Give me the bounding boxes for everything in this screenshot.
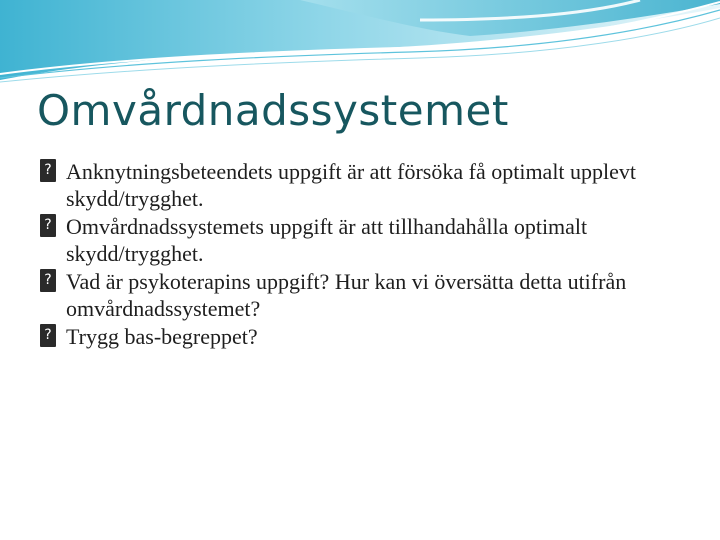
bullet-item xyxy=(40,323,680,350)
slide-title: Omvårdnadssystemet xyxy=(37,86,509,135)
bullet-item xyxy=(40,213,680,267)
bullet-glyph-icon: ? xyxy=(40,269,56,292)
bullet-list xyxy=(40,158,680,351)
bullet-text: Omvårdnadssystemets uppgift är att tillhandahålla optimalt skydd/trygghet. xyxy=(66,214,588,266)
bullet-text: Anknytningsbeteendets uppgift är att försöka få optimalt upplevt skydd/trygghet. xyxy=(66,159,637,211)
bullet-text: Trygg bas-begreppet? xyxy=(66,324,258,349)
bullet-glyph-icon: ? xyxy=(40,159,56,182)
bullet-item xyxy=(40,158,680,212)
header-wave-decoration xyxy=(0,0,720,90)
bullet-text: Vad är psykoterapins uppgift? Hur kan vi översätta detta utifrån omvårdnadssystemet? xyxy=(66,269,627,321)
bullet-glyph-icon: ? xyxy=(40,324,56,347)
bullet-glyph-icon: ? xyxy=(40,214,56,237)
bullet-item xyxy=(40,268,680,322)
